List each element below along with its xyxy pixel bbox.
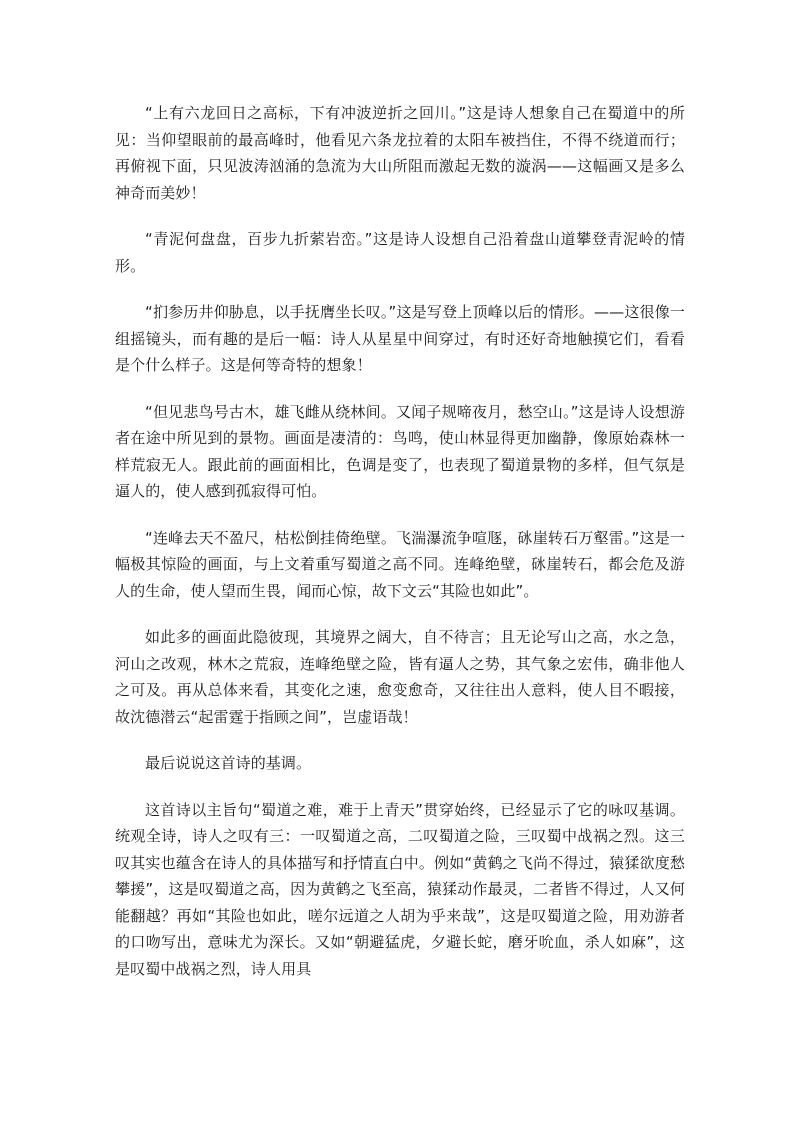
paragraph-1: “上有六龙回日之高标，下有冲波逆折之回川。”这是诗人想象自己在蜀道中的所见：当仰望眼前的最高峰时，他看见六条龙拉着的太阳车被挡住，不得不绕道而行；再俯视下面，只见波涛汹涌的急流为大山所阻而激起无数的漩涡——这幅画又是多么神奇而美妙！ bbox=[115, 104, 685, 202]
paragraph-2: “青泥何盘盘，百步九折萦岩峦。”这是诗人设想自己沿着盘山道攀登青泥岭的情形。 bbox=[115, 230, 685, 275]
paragraph-3: “扪参历井仰胁息，以手抚膺坐长叹。”这是写登上顶峰以后的情形。——这很像一组摇镜头，而有趣的是后一幅：诗人从星星中间穿过，有时还好奇地触摸它们，看看是个什么样子。这是何等奇特的想象！ bbox=[115, 303, 685, 374]
paragraph-7: 最后说说这首诗的基调。 bbox=[145, 754, 312, 772]
paragraph-6: 如此多的画面此隐彼现，其境界之阔大，自不待言；且无论写山之高，水之急，河山之改观，林木之荒寂，连峰绝壁之险，皆有逼人之势，其气象之宏伟，确非他人之可及。再从总体来看，其变化之速，愈变愈奇，又往往出人意料，使人目不暇接，故沈德潜云“起雷霆于指顾之间”，岂虚语哉！ bbox=[115, 628, 685, 726]
paragraph-5: “连峰去天不盈尺，枯松倒挂倚绝壁。飞湍瀑流争喧豗，砯崖转石万壑雷。”这是一幅极其惊险的画面，与上文着重写蜀道之高不同。连峰绝壁，砯崖转石，都会危及游人的生命，使人望而生畏，闻而心惊，故下文云“其险也如此”。 bbox=[115, 528, 685, 600]
document-body bbox=[115, 100, 685, 982]
paragraph-8: 这首诗以主旨句“蜀道之难，难于上青天”贯穿始终，已经显示了它的咏叹基调。统观全诗，诗人之叹有三：一叹蜀道之高，二叹蜀道之险，三叹蜀中战祸之烈。这三叹其实也蕴含在诗人的具体描写和抒情直白中。例如“黄鹤之飞尚不得过，猿猱欲度愁攀援”，这是叹蜀道之高，因为黄鹤之飞至高，猿猱动作最灵，二者皆不得过，人又何能翻越？再如“其险也如此，嗟尔远道之人胡为乎来哉”，这是叹蜀道之险，用劝游者的口吻写出，意味尤为深长。又如“朝避猛虎，夕避长蛇，磨牙吮血，杀人如麻”，这是叹蜀中战祸之烈，诗人用具 bbox=[115, 800, 685, 978]
paragraph-4: “但见悲鸟号古木，雄飞雌从绕林间。又闻子规啼夜月，愁空山。”这是诗人设想游者在途中所见到的景物。画面是凄清的：鸟鸣，使山林显得更加幽静，像原始森林一样荒寂无人。跟此前的画面相比，色调是变了，也表现了蜀道景物的多样，但气氛是逼人的，使人感到孤寂得可怕。 bbox=[115, 402, 685, 500]
